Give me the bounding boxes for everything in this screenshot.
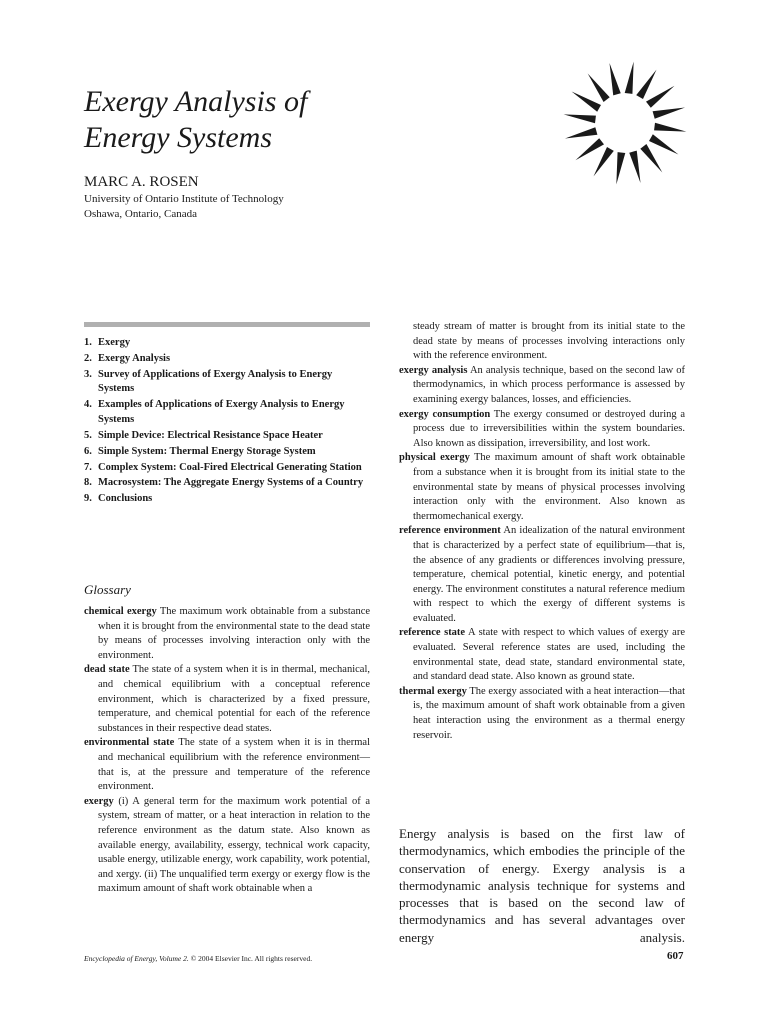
- glossary-term: dead state: [84, 664, 130, 676]
- glossary-entry: [399, 685, 685, 743]
- toc-item: 6. Simple System: Thermal Energy Storage System: [84, 445, 316, 457]
- glossary-term: physical exergy: [399, 452, 470, 464]
- glossary-entry: [84, 736, 370, 794]
- glossary-term: reference environment: [399, 525, 501, 537]
- toc-item: 1. Exergy: [84, 337, 131, 348]
- glossary-entry: [399, 364, 686, 408]
- glossary-entry: [399, 451, 685, 524]
- title-line-1: Exergy Analysis of: [84, 85, 308, 118]
- sun-ray: [640, 144, 662, 173]
- page-number: 607: [667, 950, 684, 962]
- affiliation-line-2: Oshawa, Ontario, Canada: [84, 208, 198, 220]
- toc-item: 3. Survey of Applications of Exergy Analysis to Energy Systems: [84, 368, 333, 395]
- glossary-entry: [399, 524, 686, 626]
- author-affiliation: [84, 192, 284, 222]
- toc-item: 7. Complex System: Coal-Fired Electrical Generating Station: [84, 461, 362, 473]
- title-line-2: Energy Systems: [84, 121, 272, 154]
- toc-item: 2. Exergy Analysis: [84, 352, 171, 364]
- glossary-definition: The state of a system when it is in thermal, mechanical, and chemical equilibrium with a conceptual reference environment, which is characterized by a fixed pressure, temperature, and chemical potential for each of the reference substances in their respective dead states.: [98, 664, 370, 734]
- glossary-entry: [399, 626, 685, 684]
- sun-ray: [609, 63, 620, 95]
- glossary-definition: The exergy associated with a heat interaction—that is, the maximum amount of shaft work obtainable from a given heat interaction using the environment as a thermal energy reservoir.: [413, 685, 685, 741]
- toc-item: 4. Examples of Applications of Exergy Analysis to Energy Systems: [84, 399, 345, 425]
- sunburst-logo-icon: [560, 58, 690, 188]
- sun-ray: [572, 92, 601, 112]
- glossary-term: exergy: [84, 795, 114, 807]
- glossary-definition: An analysis technique, based on the second law of thermodynamics, in which process performance is assessed by examining exergy balances, losses, and efficiencies.: [413, 364, 686, 405]
- glossary-column-left: [84, 605, 370, 897]
- sun-ray: [565, 127, 597, 138]
- article-title: [84, 84, 307, 156]
- sun-ray: [629, 151, 640, 183]
- glossary-definition: An idealization of the natural environment that is characterized by a perfect state of equilibrium—that is, the absence of any gradients or differences involving pressure, temperature, chemical potential, kinetic energy, and potential energy. The environment constitutes a natural reference medium with respect to which the exergy of different systems is evaluated.: [413, 525, 686, 624]
- glossary-term: exergy consumption: [399, 408, 491, 420]
- glossary-definition: The exergy consumed or destroyed during a process due to irreversibilities within the system boundaries. Also known as dissipation, irreversibility, and lost work.: [413, 408, 685, 449]
- sun-ray: [625, 62, 634, 94]
- glossary-heading: Glossary: [84, 582, 131, 597]
- glossary-definition: A state with respect to which values of exergy are evaluated. Several reference states are used, including the environmental state, dead state, standard environmental state, and standard dead state. Also known as ground state.: [413, 627, 685, 683]
- glossary-definition: The state of a system when it is in thermal and mechanical equilibrium with the reference environment—that is, at the pressure and temperature of the reference environment.: [98, 737, 370, 793]
- glossary-term: chemical exergy: [84, 606, 157, 617]
- sun-ray: [575, 138, 604, 160]
- footer-source: Encyclopedia of Energy, Volume 2.: [84, 954, 189, 963]
- toc-item: 8. Macrosystem: The Aggregate Energy Systems of a Country: [84, 477, 364, 489]
- glossary-definition: The maximum amount of shaft work obtainable from a substance when it is brought from its initial state to the environmental state by means of physical processes involving interaction only with the environment. Also known as thermomechanical exergy.: [413, 452, 685, 522]
- toc-item: 5. Simple Device: Electrical Resistance Space Heater: [84, 429, 323, 441]
- sun-ray: [646, 86, 675, 108]
- glossary-entry: [399, 408, 685, 452]
- glossary-term: reference state: [399, 627, 466, 639]
- footer-rights: © 2004 Elsevier Inc. All rights reserved.: [190, 954, 313, 963]
- glossary-column-right: [399, 320, 685, 743]
- glossary-term: thermal exergy: [399, 685, 467, 697]
- sun-ray: [654, 123, 686, 132]
- sun-ray: [564, 114, 596, 123]
- sun-ray: [649, 134, 678, 154]
- sun-ray: [616, 152, 625, 184]
- sun-ray: [636, 70, 656, 99]
- table-of-contents: [84, 336, 370, 508]
- toc-rule: [84, 322, 370, 327]
- toc-item: 9. Conclusions: [84, 493, 153, 505]
- page-footer: [84, 954, 312, 963]
- sun-ray: [594, 147, 614, 176]
- glossary-term: exergy analysis: [399, 364, 468, 376]
- affiliation-line-1: University of Ontario Institute of Technology: [84, 193, 284, 205]
- glossary-entry: [84, 605, 371, 663]
- sun-ray: [653, 107, 685, 118]
- glossary-definition: (i) A general term for the maximum work potential of a system, stream of matter, or a heat interaction in relation to the reference environment as the datum state. Also known as available energy, availability, essergy, technical work capacity, usable energy, utilizable energy, work capability, work potential, and xergy. (ii) The unqualified term exergy or exergy flow is the maximum amount of shaft work obtainable when a: [98, 795, 370, 895]
- sun-ray: [588, 73, 610, 102]
- author-name: MARC A. ROSEN: [84, 174, 199, 190]
- glossary-term: environmental state: [84, 737, 175, 749]
- glossary-entry: [84, 663, 370, 736]
- glossary-continuation: steady stream of matter is brought from its initial state to the dead state by means of processes involving interactions only with the reference environment.: [413, 321, 685, 362]
- glossary-entry: [84, 795, 370, 897]
- glossary-definition: The maximum work obtainable from a substance when it is brought from the environmental state to the dead state by means of processes involving interaction only with the environment.: [98, 606, 371, 661]
- body-paragraph: Energy analysis is based on the first law of thermodynamics, which embodies the principle of the conservation of energy. Exergy analysis is a thermodynamic analysis technique for systems and processes that is based on the second law of thermodynamics and has several advantages over energy analysis.: [399, 826, 685, 945]
